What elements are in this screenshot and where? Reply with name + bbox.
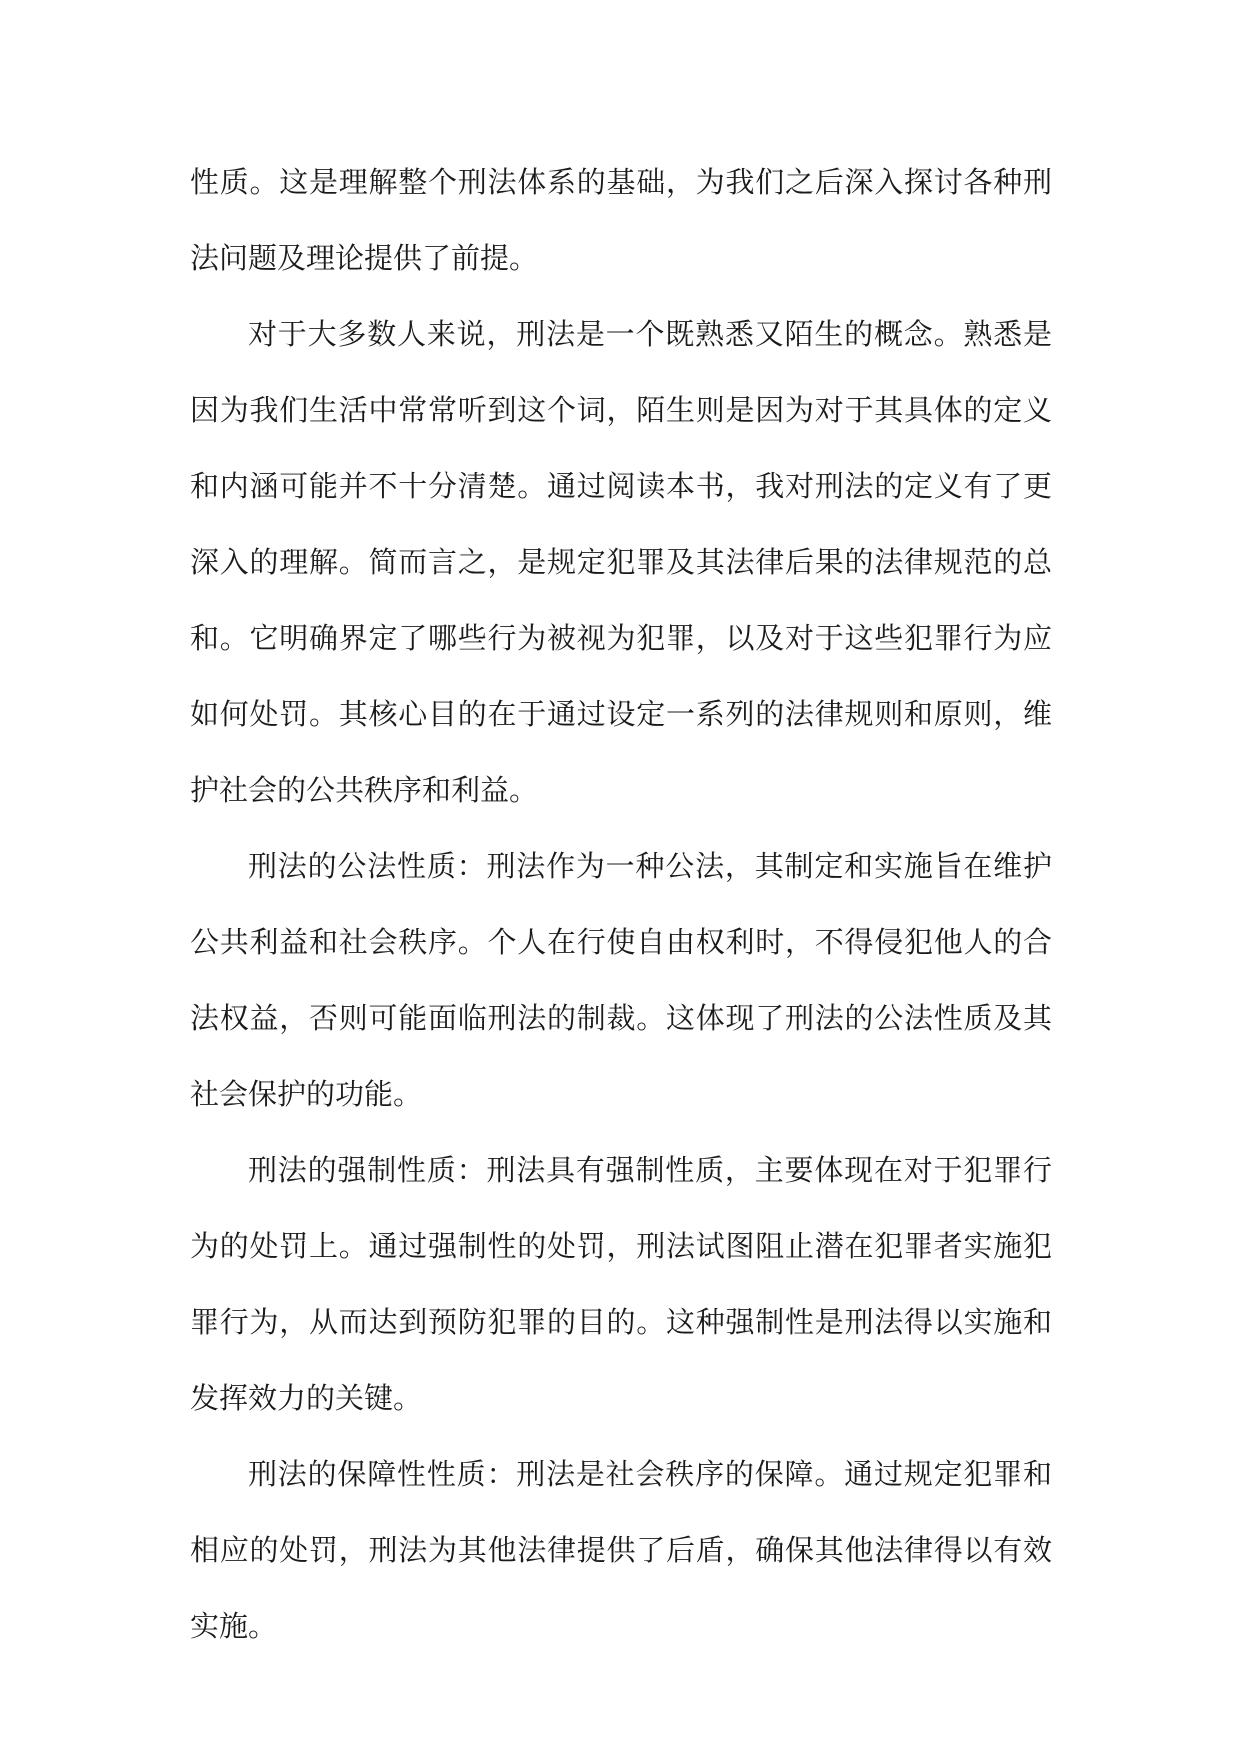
paragraph-public-law-nature: 刑法的公法性质：刑法作为一种公法，其制定和实施旨在维护公共利益和社会秩序。个人在行使自由权利时，不得侵犯他人的合法权益，否则可能面临刑法的制裁。这体现了刑法的公法性质及其社会保护的功能。: [190, 849, 1052, 1111]
paragraph-safeguard-nature: 刑法的保障性性质：刑法是社会秩序的保障。通过规定犯罪和相应的处罚，刑法为其他法律提供了后盾，确保其他法律得以有效实施。: [190, 1457, 1052, 1643]
paragraph-coercive-nature: 刑法的强制性质：刑法具有强制性质，主要体现在对于犯罪行为的处罚上。通过强制性的处罚，刑法试图阻止潜在犯罪者实施犯罪行为，从而达到预防犯罪的目的。这种强制性是刑法得以实施和发挥效力的关键。: [190, 1153, 1052, 1415]
paragraph-criminal-law-definition: 对于大多数人来说，刑法是一个既熟悉又陌生的概念。熟悉是因为我们生活中常常听到这个词，陌生则是因为对于其具体的定义和内涵可能并不十分清楚。通过阅读本书，我对刑法的定义有了更深入的理解。简而言之，是规定犯罪及其法律后果的法律规范的总和。它明确界定了哪些行为被视为犯罪，以及对于这些犯罪行为应如何处罚。其核心目的在于通过设定一系列的法律规则和原则，维护社会的公共秩序和利益。: [190, 317, 1052, 807]
paragraph-continuation: 性质。这是理解整个刑法体系的基础，为我们之后深入探讨各种刑法问题及理论提供了前提。: [190, 165, 1052, 275]
body-text: [190, 144, 1052, 1664]
